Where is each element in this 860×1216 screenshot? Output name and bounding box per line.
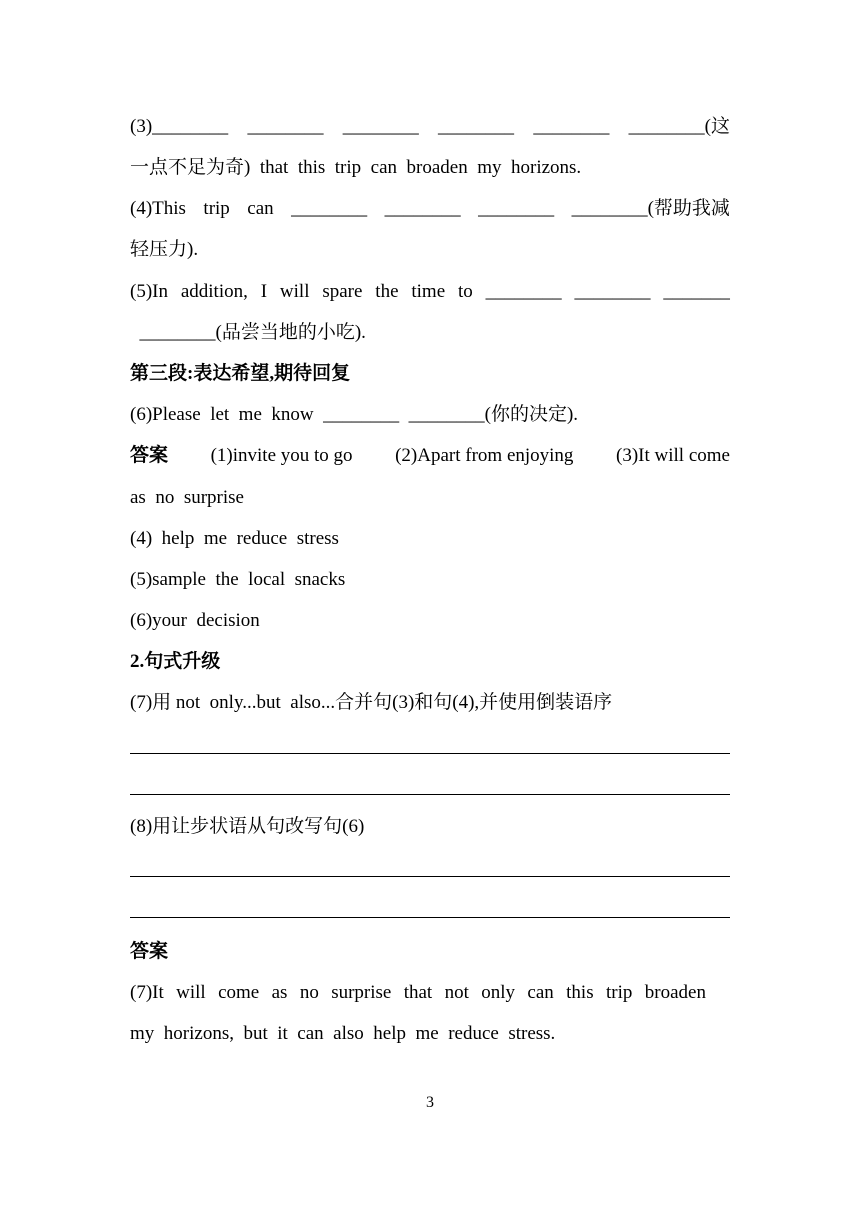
- answers1-line1: [130, 444, 730, 468]
- word: spare: [322, 281, 363, 302]
- answers2-line1: [130, 981, 706, 1005]
- item6-line: (6)Please let me know ________ ________(你的决定).: [130, 404, 579, 425]
- answer-rule: [130, 917, 730, 918]
- word: ________: [478, 198, 555, 219]
- answers1-line4: (5)sample the local snacks: [130, 569, 346, 590]
- answer-item: (3)It will come: [616, 445, 730, 466]
- word: trip: [203, 198, 230, 219]
- word: that: [403, 982, 433, 1003]
- word: broaden: [644, 982, 706, 1003]
- item4-line2: 轻压力).: [130, 239, 199, 260]
- answers1-line2: as no surprise: [130, 487, 244, 508]
- section-three-heading: 第三段:表达希望,期待回复: [130, 363, 351, 384]
- answers1-line3: (4) help me reduce stress: [130, 528, 339, 549]
- item8-prompt: (8)用让步状语从句改写句(6): [130, 816, 365, 837]
- answer-rule: [130, 876, 730, 877]
- word: as: [271, 982, 288, 1003]
- word: to: [458, 281, 473, 302]
- word: (7)It: [130, 982, 164, 1003]
- answer-item: (2)Apart from enjoying: [395, 445, 574, 466]
- word: (5)In: [130, 281, 168, 302]
- answer-label: 答案: [130, 445, 169, 466]
- word: trip: [605, 982, 633, 1003]
- word: ________: [574, 281, 651, 302]
- word: ________: [342, 116, 419, 137]
- item4-line1: [130, 197, 730, 221]
- answers1-line5: (6)your decision: [130, 610, 260, 631]
- word: (4)This: [130, 198, 186, 219]
- answers2-label: 答案: [130, 941, 169, 962]
- section-two-heading: 2.句式升级: [130, 651, 221, 672]
- item5-line2: ________(品尝当地的小吃).: [130, 322, 366, 343]
- word: ________: [438, 116, 515, 137]
- word: come: [218, 982, 260, 1003]
- word: ________: [291, 198, 368, 219]
- word: will: [176, 982, 206, 1003]
- word: no: [299, 982, 319, 1003]
- word: not: [444, 982, 469, 1003]
- word: ________: [533, 116, 610, 137]
- word: only: [481, 982, 516, 1003]
- word: I: [260, 281, 268, 302]
- item7-prompt: (7)用 not only...but also...合并句(3)和句(4),并使用倒装语序: [130, 692, 613, 713]
- word: ________: [247, 116, 324, 137]
- answers2-line2: my horizons, but it can also help me reduce stress.: [130, 1023, 556, 1044]
- item5-line1: [130, 280, 730, 304]
- word: addition,: [180, 281, 248, 302]
- word: ________(帮助我减: [571, 198, 730, 219]
- answer-rule: [130, 753, 730, 754]
- word: this: [566, 982, 594, 1003]
- page-number: 3: [426, 1094, 434, 1111]
- word: can: [247, 198, 274, 219]
- word: the: [375, 281, 399, 302]
- word: can: [527, 982, 554, 1003]
- word: surprise: [331, 982, 392, 1003]
- item3-line1: [130, 115, 730, 139]
- word: (3)________: [130, 116, 229, 137]
- answer-item: (1)invite you to go: [210, 445, 353, 466]
- word: ________: [384, 198, 461, 219]
- item3-line2: 一点不足为奇) that this trip can broaden my horizons.: [130, 157, 582, 178]
- answer-rule: [130, 794, 730, 795]
- word: will: [279, 281, 310, 302]
- word: ________(这: [628, 116, 730, 137]
- word: time: [411, 281, 446, 302]
- word: _______: [663, 281, 730, 302]
- word: ________: [485, 281, 562, 302]
